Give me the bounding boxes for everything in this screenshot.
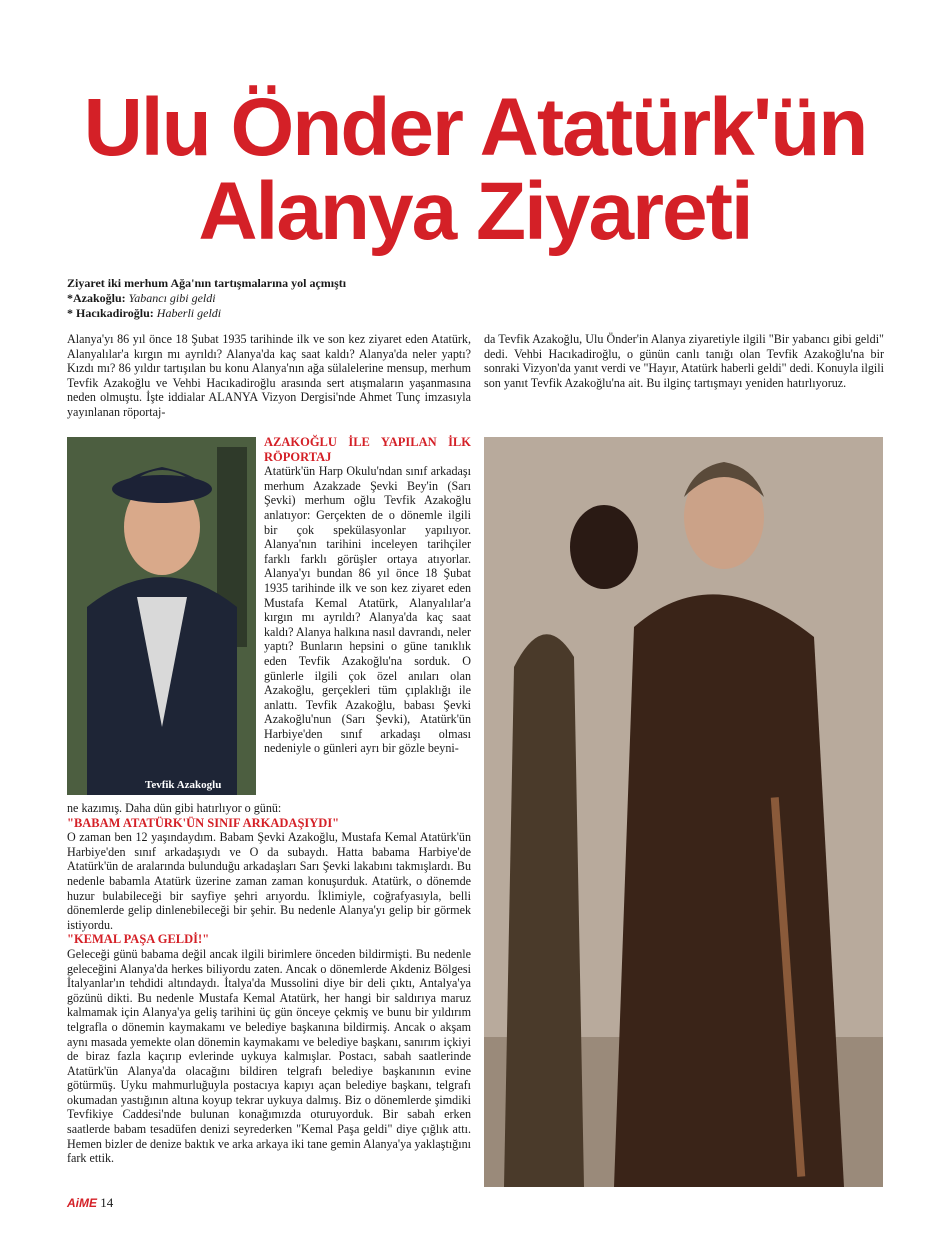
headline-title-line1: Ulu Önder Atatürk'ün bbox=[83, 82, 867, 173]
lead-block bbox=[67, 276, 487, 321]
ataturk-photo bbox=[484, 437, 883, 1187]
lead-label-1: *Azakoğlu: bbox=[67, 291, 126, 305]
interview-text: Atatürk'ün Harp Okulu'ndan sınıf arkadaşı merhum Azakzade Şevki Bey'in (Sarı Şevki) merhum oğlu Tevfik Azakoğlu anlatıyor: Gerçekten de o dönemle ilgili bir çok spekülasyonlar yapılıyor. Alanya'nın tarihini inceleyen tarihçiler farklı farklı görüşler ortaya atıyorlar. Alanya'yı bundan 86 yıl önce 18 Şubat 1935 tarihinde ilk ve son kez ziyaret eden Mustafa Kemal Atatürk, Alanyalılar'a kırgın mı ayrıldı? Alanya'da kaç saat kaldı? Alanya halkına nasıl davrandı, neler yaptı? Bunların hepsini o güne tanıklık eden Tevfik Azakoğlu'na sorduk. O günlerle ilgili çok özel anıları olan Azakoğlu, gerçekleri tüm çıplaklığı ile anlattı. Tevfik Azakoğlu, babası Şevki Azakoğlu'nun (Sarı Şevki), Atatürk'ün Harbiye'den sınıf arkadaşı olması nedeniyle o günleri ayrı bir gözle beyni- bbox=[264, 464, 471, 756]
lead-value-1: Yabancı gibi geldi bbox=[128, 291, 216, 305]
body-paragraph-2: O zaman ben 12 yaşındaydım. Babam Şevki Azakoğlu, Mustafa Kemal Atatürk'ün Harbiye'den sınıf arkadaşıydı ve O da subaydı. Hatta babama Harbiye'de Atatürk'ün de aralarında bulunduğu arkadaşları Sarı Şevki lakabını takmışlardı. Bu nedenle babamla Atatürk üzerine zaman zaman konuşurduk. Atatürk, o dönemde huzur bulabileceği bir sayfiye şehri arıyordu. İklimiyle, coğrafyasıyla, belli dönemlerde gelip dinlenebileceği bir şehir. Bu nedenle Alanya'yı gelip bir görmek istiyordu. bbox=[67, 830, 471, 932]
lead-label-2: * Hacıkadiroğlu: bbox=[67, 306, 154, 320]
interview-column bbox=[264, 435, 471, 756]
ataturk-illustration bbox=[484, 437, 883, 1187]
intro-paragraph-left: Alanya'yı 86 yıl önce 18 Şubat 1935 tarihinde ilk ve son kez ziyaret eden Atatürk, Alanyalılar'a kırgın mı ayrıldı? Alanya'da kaç saat kaldı? Alanya'da neler yaptı? Kızdı mı? 86 yıldır tartışılan bu konu Alanya'nın ağa sülalelerine mensup, merhum Tevfik Azakoğlu ve Vehbi Hacıkadiroğlu arasında sert atışmaların yaşanmasına neden olmuştu. İşte iddialar ALANYA Vizyon Dergisi'nde Ahmet Tunç imzasıyla yayınlanan röportaj- bbox=[67, 332, 471, 419]
interview-end: ne kazımış. Daha dün gibi hatırlıyor o günü: bbox=[67, 801, 282, 815]
magazine-logo: AiME bbox=[67, 1196, 97, 1210]
subheading-interview: AZAKOĞLU İLE YAPILAN İLK RÖPORTAJ bbox=[264, 435, 471, 464]
headline-title-line2: Alanya Ziyareti bbox=[198, 166, 752, 257]
portrait-caption: Tevfik Azakoglu bbox=[145, 779, 222, 791]
body-paragraph-3: Geleceği günü babama değil ancak ilgili birimlere önceden bildirmişti. Bu nedenle geleceğini Alanya'da herkes biliyordu zaten. Ancak o dönemlerde Akdeniz Bölgesi İtalyanlar'ın tehdidi altındaydı. İtalya'da Mussolini diye bir deli çıktı, Antalya'ya gözünü dikti. Bu nedenle Mustafa Kemal Atatürk, her hangi bir saldırıya maruz kalmamak için Alanya'ya geliş tarihini üç gün önceye çekmiş ve bunu bir yıldırım telgrafla o dönemin kaymakamı ve belediye başkanına bildirmiş. Ancak o akşam aynı masada yemekte olan dönemin kaymakamı ve belediye başkanı, sanırım içkiyi de biraz fazla kaçırıp evlerinde uykuya kalmışlar. Postacı, sabah saatlerinde Atatürk'ün Alanya'da olacağını bildiren telgrafı belediye başkanının evine götürmüş. Uyku mahmurluğuyla postacıya kapıyı açan belediye başkanı, telgrafı okumadan yastığının altına koyup tekrar uykuya dalmış. Biz o dönemlerde şimdiki Tevfikiye Caddesi'nde bulunan konağımızda oturuyorduk. Bir sabah erken saatlerde babam tesadüfen denizi seyrederken "Kemal Paşa geldi" diye çığlık attı. Hemen bizler de denize baktık ve arka arkaya iki tane gemin Alanya'ya yaklaştığını fark ettik. bbox=[67, 946, 472, 1166]
lead-headline: Ziyaret iki merhum Ağa'nın tartışmalarına yol açmıştı bbox=[67, 276, 347, 290]
article-body bbox=[67, 801, 471, 1166]
subheading-kemal-pasa: "KEMAL PAŞA GELDİ!" bbox=[67, 932, 210, 947]
page-footer bbox=[67, 1195, 113, 1211]
portrait-illustration bbox=[67, 437, 256, 795]
portrait-photo bbox=[67, 437, 256, 795]
page-number: 14 bbox=[100, 1195, 114, 1210]
subheading-classmate: "BABAM ATATÜRK'ÜN SINIF ARKADAŞIYDI" bbox=[67, 815, 340, 830]
intro-paragraph-right: da Tevfik Azakoğlu, Ulu Önder'in Alanya ziyaretiyle ilgili "Bir yabancı gibi geldi" dedi. Vehbi Hacıkadiroğlu, o günün canlı tanığı olan Tevfik Azakoğlu'na bir sonraki Vizyon'da yanıt verdi ve "Hayır, Atatürk haberli geldi" dedi. Konuyla ilgili son yanıt Tevfik Azakoğlu'na ait. Bu ilginç tartışmayı yeniden hatırlıyoruz. bbox=[484, 332, 884, 390]
lead-value-2: Haberli geldi bbox=[156, 306, 222, 320]
